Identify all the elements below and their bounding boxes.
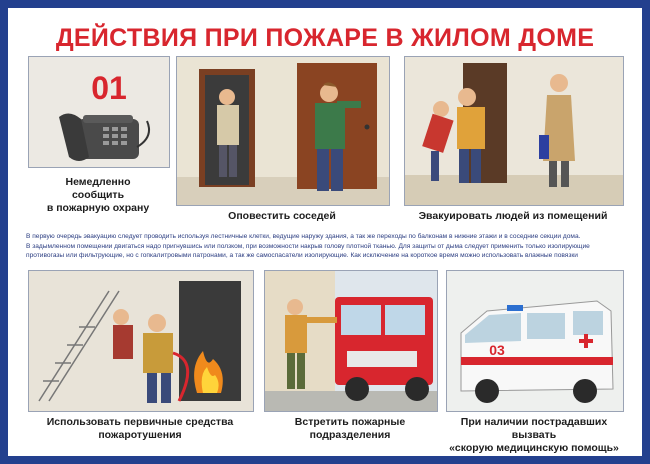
ambulance-illustration xyxy=(447,271,623,411)
caption-evacuate-people: Эвакуировать людей из помещений xyxy=(418,210,608,222)
fire-extinguishing-illustration xyxy=(29,271,253,411)
evacuation-info-text: В первую очередь эвакуацию следует проводить используя лестничные клетки, ведущие наружу здания, а так же переходы по балконам в нижние этажи и в соседние секции дома. В задымленном помещении двигаться надо пригнувшись или ползком, при возможности накрыв голову плотной тканью. Для защиты от дыма следует применить только изолирующие противогазы или фильтрующие, но с гопкалитровыми патронами, а так же самоспасатели изолирующие. Как исключение на короткое время можно использовать влажные повязки xyxy=(26,233,590,259)
caption-call-fire-service: Немедленно сообщить в пожарную охрану xyxy=(46,176,150,214)
evacuation-illustration xyxy=(405,57,623,205)
badge-01: 01 xyxy=(91,70,127,106)
panel-meet-fire-crews xyxy=(264,270,438,412)
caption-call-ambulance: При наличии пострадавших вызвать «скорую медицинскую помощь» xyxy=(449,416,619,454)
panel-call-fire-service xyxy=(28,56,170,168)
panel-call-ambulance xyxy=(446,270,624,412)
knock-door-illustration xyxy=(177,57,389,205)
badge-03: 03 xyxy=(489,342,505,358)
fire-truck-illustration xyxy=(265,271,437,411)
panel-use-extinguishers xyxy=(28,270,254,412)
panel-notify-neighbours xyxy=(176,56,390,206)
poster xyxy=(8,8,642,456)
caption-notify-neighbours: Оповестить соседей xyxy=(228,210,336,222)
caption-meet-fire-crews: Встретить пожарные подразделения xyxy=(294,416,406,441)
panel-evacuate-people xyxy=(404,56,624,206)
poster-title: ДЕЙСТВИЯ ПРИ ПОЖАРЕ В ЖИЛОМ ДОМЕ xyxy=(55,24,595,52)
telephone-icon xyxy=(29,57,169,167)
caption-use-extinguishers: Использовать первичные средства пожаротушения xyxy=(46,416,234,441)
